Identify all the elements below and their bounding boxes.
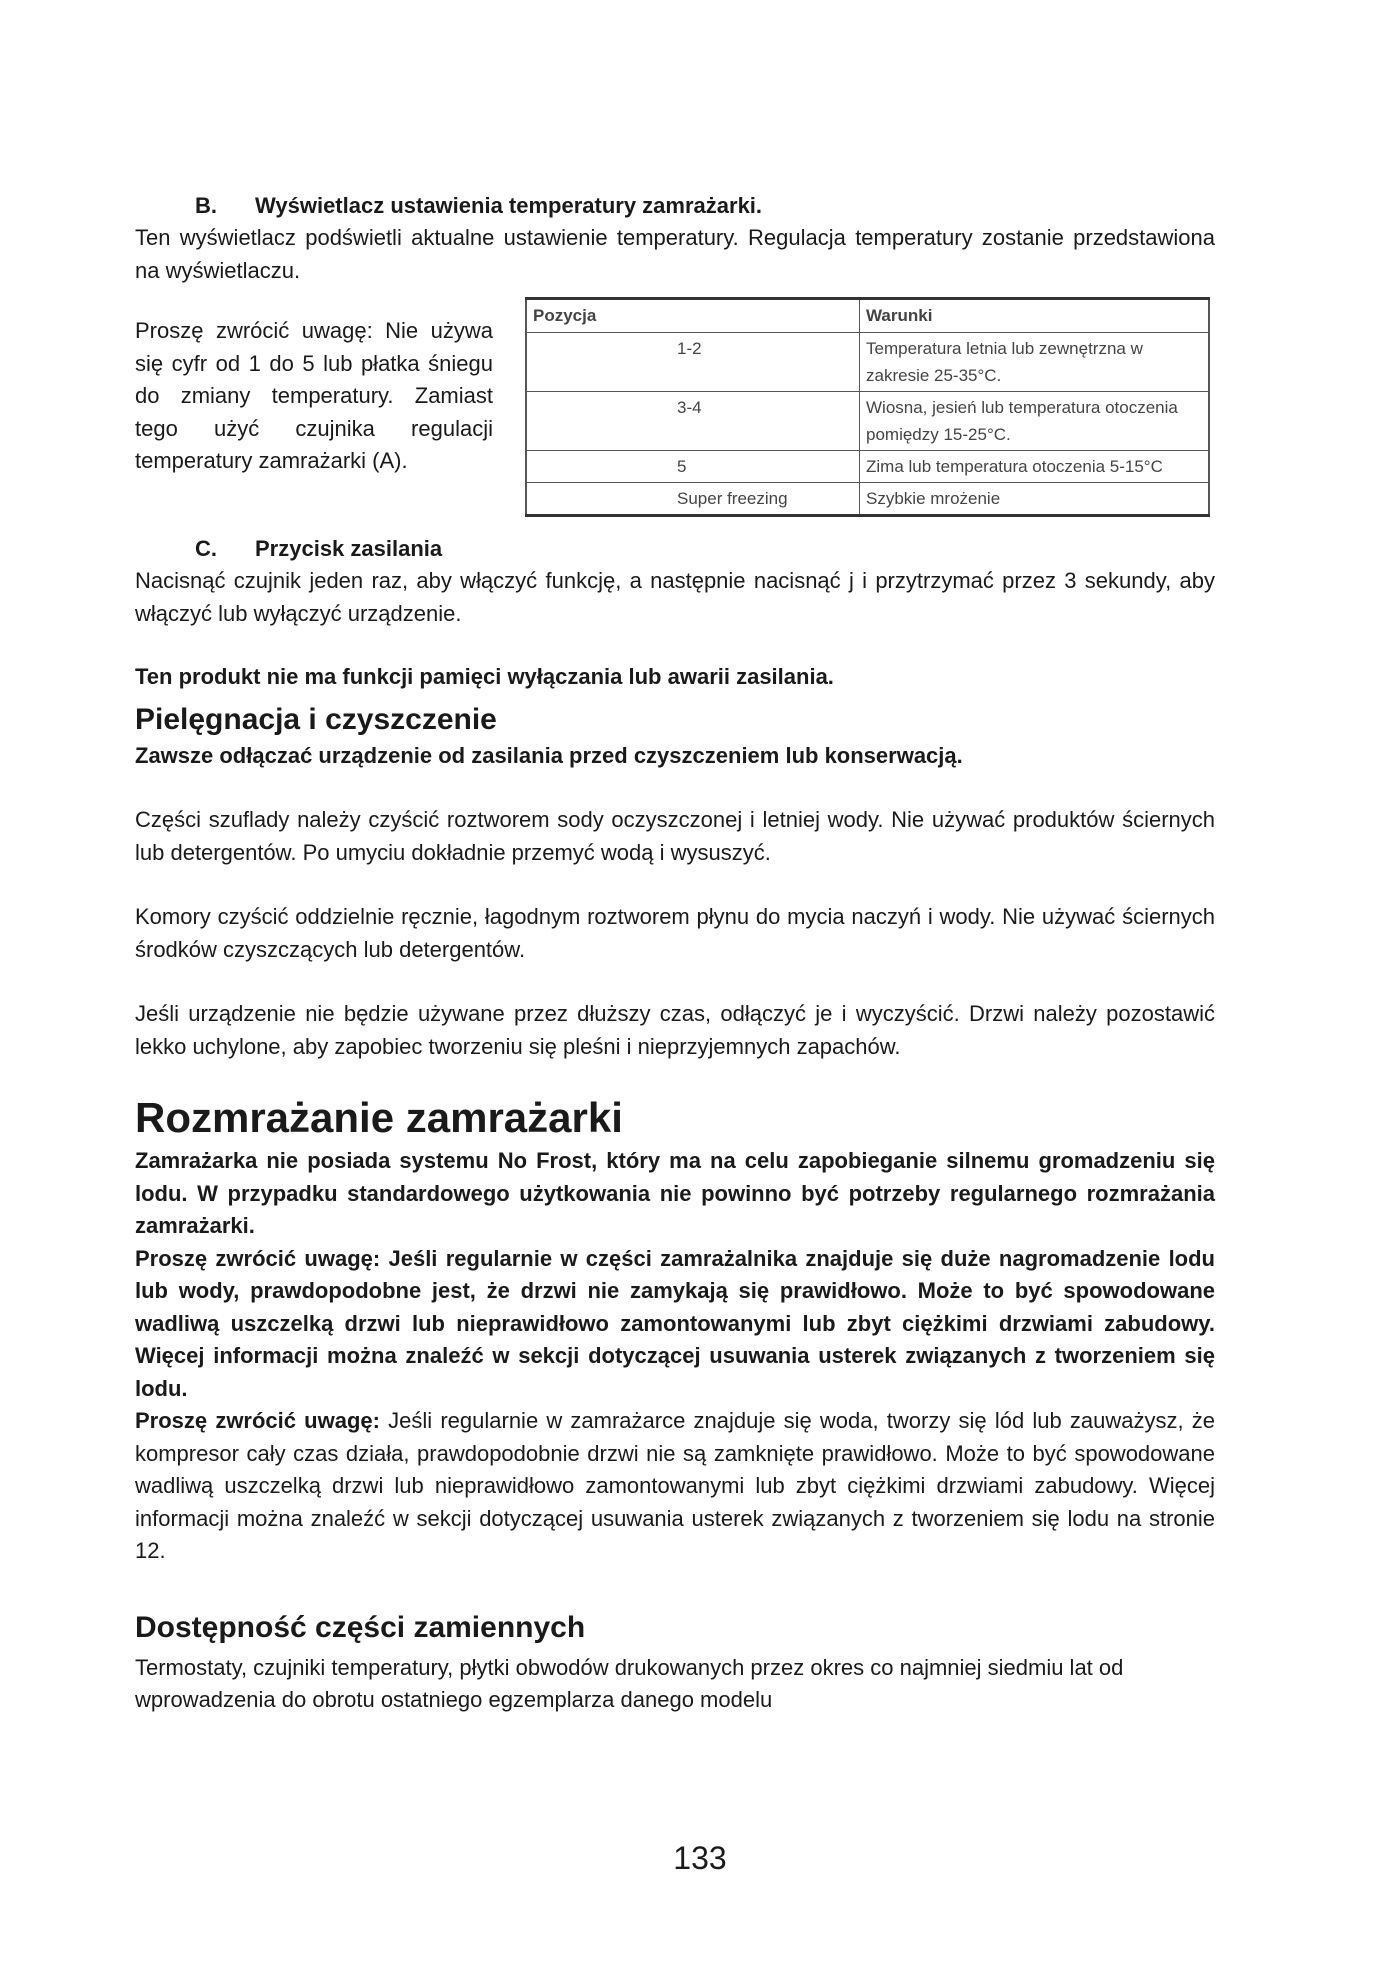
section-b-letter: B. (195, 193, 217, 218)
table-header-row (526, 299, 1209, 333)
temperature-settings-table (525, 297, 1210, 517)
section-b-text: Ten wyświetlacz podświetli aktualne ustawienie temperatury. Regulacja temperatury zostanie przedstawiona na wyświetlaczu. (135, 225, 1215, 283)
section-b-note: Proszę zwrócić uwagę: Nie używa się cyfr od 1 do 5 lub płatka śniegu do zmiany temperatury. Zamiast tego użyć czujnika regulacji temperatury zamrażarki (A). (135, 318, 493, 473)
table-cell-position: Super freezing (526, 483, 860, 516)
section-b-note-and-table (135, 297, 1215, 529)
table-row (526, 333, 1209, 392)
section-c-heading (135, 533, 1215, 565)
care-warning: Zawsze odłączać urządzenie od zasilania przed czyszczeniem lub konserwacją. (135, 742, 963, 768)
page-number: 133 (673, 1840, 727, 1876)
table-cell-position: 1-2 (526, 333, 860, 392)
table-cell-conditions: Zima lub temperatura otoczenia 5-15°C (860, 451, 1210, 483)
page-content (135, 190, 1215, 1717)
section-c-text: Nacisnąć czujnik jeden raz, aby włączyć funkcję, a następnie nacisnąć j i przytrzymać przez 3 sekundy, aby włączyć lub wyłączyć urządzenie. (135, 568, 1215, 626)
defrost-note-text: Jeśli regularnie w zamrażarce znajduje się woda, tworzy się lód lub zauważysz, że kompresor cały czas działa, prawdopodobnie drzwi nie są zamknięte prawidłowo. Może to być spowodowane wadliwą uszczelką drzwi lub nieprawidłowo zamontowanymi lub zbyt ciężkimi drzwiami zabudowy. Więcej informacji można znaleźć w sekcji dotyczącej usuwania usterek związanych z tworzeniem się lodu na stronie 12. (135, 1408, 1215, 1563)
care-paragraph-1: Części szuflady należy czyścić roztworem sody oczyszczonej i letniej wody. Nie używać produktów ściernych lub detergentów. Po umyciu dokładnie przemyć wodą i wysuszyć. (135, 807, 1215, 865)
section-b-title: Wyświetlacz ustawienia temperatury zamrażarki. (255, 193, 763, 218)
power-memory-warning: Ten produkt nie ma funkcji pamięci wyłączania lub awarii zasilania. (135, 664, 834, 689)
table-row (526, 392, 1209, 451)
care-paragraph-2: Komory czyścić oddzielnie ręcznie, łagodnym roztworem płynu do mycia naczyń i wody. Nie używać ściernych środków czyszczących lub detergentów. (135, 904, 1215, 962)
defrost-paragraph-2: Proszę zwrócić uwagę: Jeśli regularnie w części zamrażalnika znajduje się duże nagromadzenie lodu lub wody, prawdopodobne jest, że drzwi nie zamykają się prawidłowo. Może to być spowodowane wadliwą uszczelką drzwi lub nieprawidłowo zamontowanymi lub zbyt ciężkimi drzwiami zabudowy. Więcej informacji można znaleźć w sekcji dotyczącej usuwania usterek związanych z tworzeniem się lodu. (135, 1245, 1215, 1401)
defrost-note-lead: Proszę zwrócić uwagę: (135, 1408, 380, 1433)
table-row (526, 451, 1209, 483)
table-header-conditions: Warunki (860, 299, 1210, 333)
table-cell-conditions: Szybkie mrożenie (860, 483, 1210, 516)
parts-heading: Dostępność części zamiennych (135, 1610, 586, 1644)
table-cell-position: 5 (526, 451, 860, 483)
table-row (526, 483, 1209, 516)
table-cell-position: 3-4 (526, 392, 860, 451)
defrost-heading: Rozmrażanie zamrażarki (135, 1094, 623, 1141)
care-heading: Pielęgnacja i czyszczenie (135, 702, 497, 736)
defrost-paragraph-1: Zamrażarka nie posiada systemu No Frost, który ma na celu zapobieganie silnemu gromadzeniu się lodu. W przypadku standardowego użytkowania nie powinno być potrzeby regularnego rozmrażania zamrażarki. (135, 1148, 1215, 1238)
section-c-title: Przycisk zasilania (255, 536, 443, 561)
section-c-letter: C. (195, 536, 217, 561)
defrost-paragraph-3 (135, 1405, 1215, 1568)
table-cell-conditions: Wiosna, jesień lub temperatura otoczenia pomiędzy 15-25°C. (860, 392, 1210, 451)
care-paragraph-3: Jeśli urządzenie nie będzie używane przez dłuższy czas, odłączyć je i wyczyścić. Drzwi należy pozostawić lekko uchylone, aby zapobiec tworzeniu się pleśni i nieprzyjemnych zapachów. (135, 1001, 1215, 1059)
parts-text: Termostaty, czujniki temperatury, płytki obwodów drukowanych przez okres co najmniej siedmiu lat od wprowadzenia do obrotu ostatniego egzemplarza danego modelu (135, 1654, 1124, 1712)
section-b-heading (135, 190, 1215, 222)
table-header-position: Pozycja (526, 299, 860, 333)
table-cell-conditions: Temperatura letnia lub zewnętrzna w zakresie 25-35°C. (860, 333, 1210, 392)
